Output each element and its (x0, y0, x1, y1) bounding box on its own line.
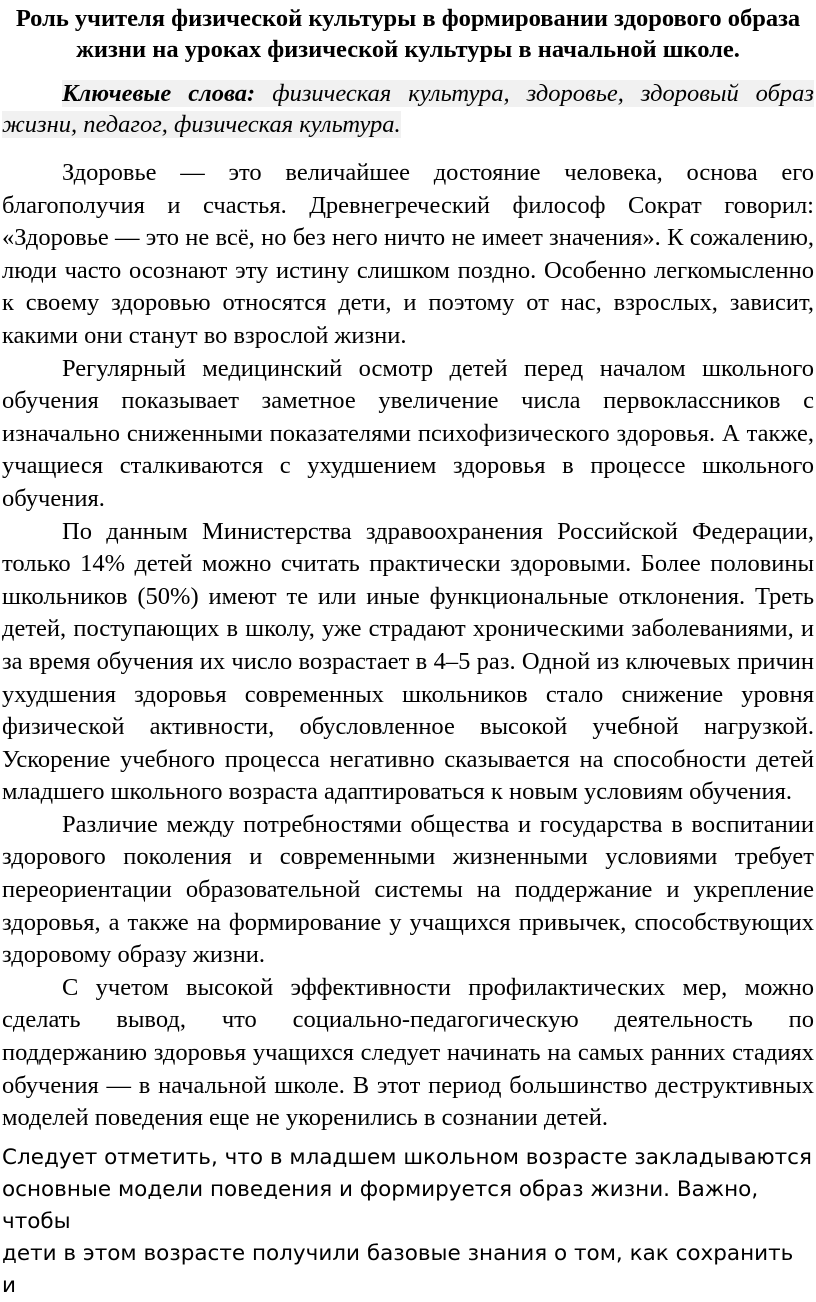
continuation-line: дети в этом возрасте получили базовые знания о том, как сохранить и (2, 1240, 794, 1298)
document-title: Роль учителя физической культуры в формировании здорового образа жизни на уроках физической культуры в начальной школе. (15, 5, 801, 63)
continuation-line: Следует отметить, что в младшем школьном возрасте закладываются (2, 1144, 812, 1170)
paragraph-health-intro: Здоровье — это величайшее достояние человека, основа его благополучия и счастья. Древнегреческий философ Сократ говорил: «Здоровье — это не всё, но без него ничто не имеет значения». К сожалению, люди часто осознают эту истину слишком поздно. Особенно легкомысленно к своему здоровью относятся дети, и поэтому от нас, взрослых, зависит, какими они станут во взрослой жизни. (2, 159, 814, 349)
keywords-text: физическая культура, здоровье, здоровый образ жизни, педагог, физическая культура. (2, 80, 814, 138)
keywords-label: Ключевые слова: (62, 80, 256, 107)
paragraph-medical-exam: Регулярный медицинский осмотр детей перед началом школьного обучения показывает заметное увеличение числа первоклассников с изначально сниженными показателями психофизического здоровья. А также, учащиеся сталкиваются с ухудшением здоровья в процессе школьного обучения. (2, 354, 814, 512)
paragraph-prevention: С учетом высокой эффективности профилактических мер, можно сделать вывод, что социально-педагогическую деятельность по поддержанию здоровья учащихся следует начинать на самых ранних стадиях обучения — в начальной школе. В этот период большинство деструктивных моделей поведения еще не укоренились в сознании детей. (2, 973, 814, 1132)
paragraph-society-needs: Различие между потребностями общества и государства в воспитании здорового поколения и современными жизненными условиями требует переориентации образовательной системы на поддержание и укрепление здоровья, а также на формирование у учащихся привычек, способствующих здоровому образу жизни. (2, 810, 814, 969)
keywords-paragraph (2, 78, 814, 140)
keywords-highlight (2, 80, 814, 138)
paragraph-continuation (2, 1142, 814, 1302)
continuation-line: основные модели поведения и формируется образ жизни. Важно, чтобы (2, 1176, 759, 1234)
paragraph-ministry-data: По данным Министерства здравоохранения Российской Федерации, только 14% детей можно считать практически здоровыми. Более половины школьников (50%) имеют те или иные функциональные отклонения. Треть детей, поступающих в школу, уже страдают хроническими заболеваниями, и за время обучения их число возрастает в 4–5 раз. Одной из ключевых причин ухудшения здоровья современных школьников стало снижение уровня физической активности, обусловленное высокой учебной нагрузкой. Ускорение учебного процесса негативно сказывается на способности детей младшего школьного возраста адаптироваться к новым условиям обучения. (2, 517, 814, 806)
